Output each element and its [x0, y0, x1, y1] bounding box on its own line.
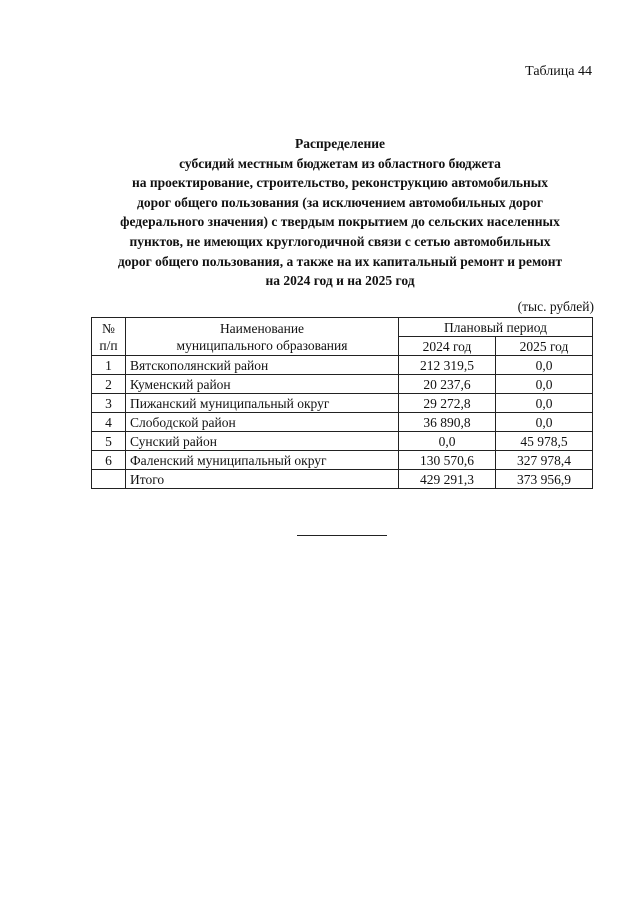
document-heading — [80, 134, 600, 291]
row-num: 4 — [92, 413, 126, 432]
table-row — [92, 394, 593, 413]
total-value-2024: 429 291,3 — [399, 470, 496, 489]
row-name: Пижанский муниципальный округ — [126, 394, 399, 413]
row-value-2024: 130 570,6 — [399, 451, 496, 470]
heading-line: субсидий местным бюджетам из областного бюджета — [179, 155, 501, 171]
header-name-line2: муниципального образования — [176, 337, 348, 353]
table-number-label: Таблица 44 — [525, 64, 592, 79]
row-value-2025: 327 978,4 — [496, 451, 593, 470]
total-label: Итого — [126, 470, 399, 489]
table-row — [92, 375, 593, 394]
heading-line: федерального значения) с твердым покрытием до сельских населенных — [120, 214, 560, 230]
end-separator-line — [297, 535, 387, 536]
table-row — [92, 432, 593, 451]
row-num: 2 — [92, 375, 126, 394]
row-num: 3 — [92, 394, 126, 413]
row-num: 6 — [92, 451, 126, 470]
row-num: 1 — [92, 356, 126, 375]
header-num-line1: № — [102, 320, 115, 336]
row-num: 5 — [92, 432, 126, 451]
header-name-line1: Наименование — [219, 320, 305, 336]
total-value-2025: 373 956,9 — [496, 470, 593, 489]
heading-line: на проектирование, строительство, реконструкцию автомобильных — [131, 175, 549, 191]
table-header-row — [92, 318, 593, 337]
row-name: Вятскополянский район — [126, 356, 399, 375]
heading-line: пунктов, не имеющих круглогодичной связи с сетью автомобильных — [129, 233, 551, 249]
header-period-cell: Плановый период — [399, 318, 593, 337]
table-row — [92, 356, 593, 375]
row-value-2025: 0,0 — [496, 413, 593, 432]
heading-line: Распределение — [294, 136, 386, 151]
header-num-cell — [92, 318, 126, 356]
subsidy-table — [91, 317, 593, 489]
row-name: Фаленский муниципальный округ — [126, 451, 399, 470]
header-year-2025: 2025 год — [496, 337, 593, 356]
row-value-2025: 0,0 — [496, 356, 593, 375]
row-value-2025: 45 978,5 — [496, 432, 593, 451]
table-total-row — [92, 470, 593, 489]
row-name: Куменский район — [126, 375, 399, 394]
heading-line: дорог общего пользования, а также на их капитальный ремонт и ремонт — [117, 253, 563, 269]
table-row — [92, 451, 593, 470]
row-value-2025: 0,0 — [496, 375, 593, 394]
header-num-line2: п/п — [99, 337, 118, 353]
row-value-2024: 20 237,6 — [399, 375, 496, 394]
header-year-2024: 2024 год — [399, 337, 496, 356]
heading-line: дорог общего пользования (за исключением автомобильных дорог — [136, 194, 543, 210]
total-num — [92, 470, 126, 489]
heading-line: на 2024 год и на 2025 год — [265, 273, 415, 289]
header-name-cell — [126, 318, 399, 356]
units-label: (тыс. рублей) — [517, 299, 594, 314]
row-name: Сунский район — [126, 432, 399, 451]
row-value-2024: 29 272,8 — [399, 394, 496, 413]
row-value-2024: 212 319,5 — [399, 356, 496, 375]
row-value-2024: 0,0 — [399, 432, 496, 451]
row-name: Слободской район — [126, 413, 399, 432]
row-value-2024: 36 890,8 — [399, 413, 496, 432]
table-row — [92, 413, 593, 432]
row-value-2025: 0,0 — [496, 394, 593, 413]
